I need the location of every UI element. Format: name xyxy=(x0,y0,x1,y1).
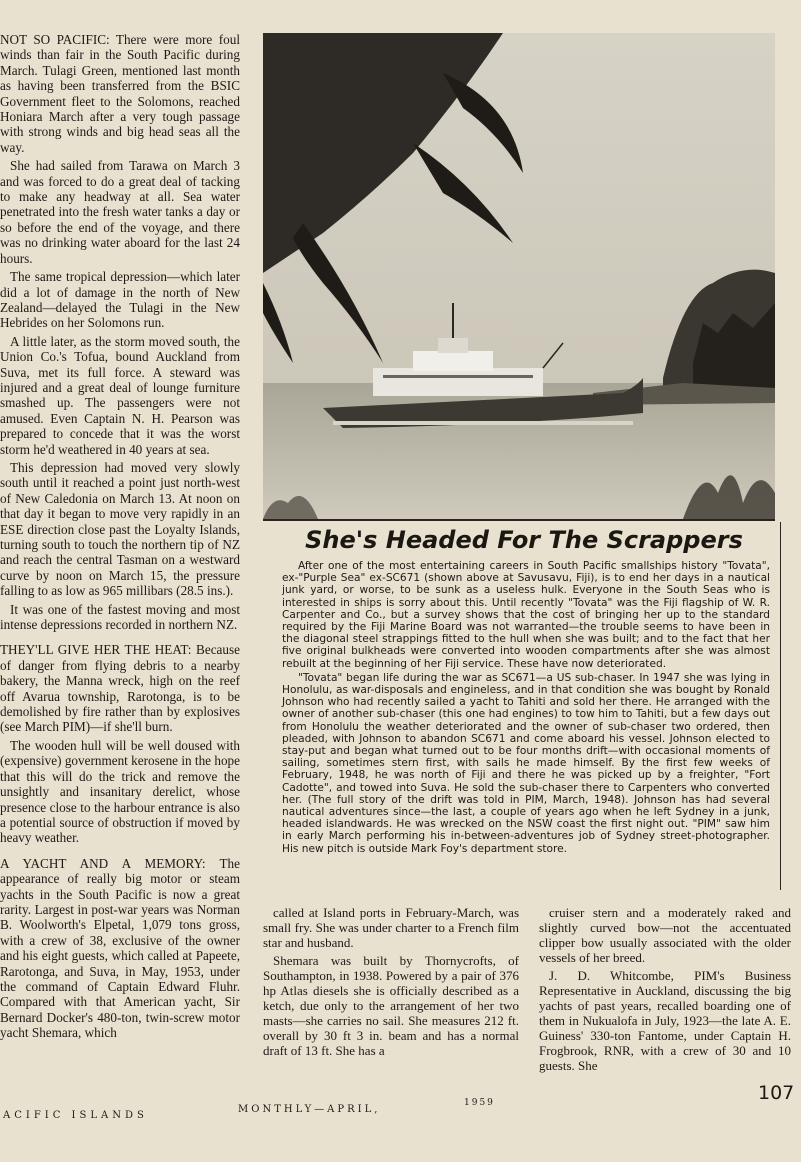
middle-bottom-column xyxy=(263,905,519,1061)
footer-issue: MONTHLY—APRIL, xyxy=(238,1104,381,1115)
right-bottom-column xyxy=(539,905,791,1076)
ship-photo xyxy=(263,33,775,521)
article-yacht-memory-p1: A YACHT AND A MEMORY: The appearance of really big motor or steam yachts in the South Pacific is now a great rarity. Largest in post-war years was Norman B. Woolworth's Elpetal, 1,079 tons gross, with a crew of 38, exclusive of the owner and his eight guests, which called at Papeete, Rarotonga, and Suva, in May, 1953, under the command of Captain Edward Fluhr. Compared with that American yacht, Sir Bernard Docker's 480-ton, twin-screw motor yacht Shemara, which xyxy=(0,855,240,1041)
shemara-paragraph-1: called at Island ports in February-March, was small fry. She was under charter to a French film star and husband. xyxy=(263,905,519,950)
article-not-so-pacific-p6: It was one of the fastest moving and most intense depressions recorded in northern NZ. xyxy=(0,601,240,633)
article-not-so-pacific-p3: The same tropical depression—which later did a lot of damage in the north of New Zealand—delayed the Tulagi in the New Hebrides on her Solomons run. xyxy=(0,269,240,331)
article-not-so-pacific-p5: This depression had moved very slowly south until it reached a point just north-west of New Caledonia on March 13. At noon on that day it began to move very rapidly in an ESE direction close past the Loyalty Islands, turning south to touch the northern tip of NZ and reach the central Tasman on a westward curve by noon on March 15, the pressure falling to as low as 965 millibars (28.5 ins.). xyxy=(0,459,240,599)
caption-paragraph-2: "Tovata" began life during the war as SC671—a US sub-chaser. In 1947 she was lying in Honolulu, as war-disposals and engineless, and in that condition she was bought by Ronald Johnson who had recently sailed a yacht to Tahiti and sold her there. He arranged with the owner of another sub-chaser (this one had engines) to tow him to Tahiti, but a few days out from Honolulu the weather deteriorated and the owner of sub-chaser two ordered, then pleaded, with Johnson to abandon SC671 and come aboard his vessel. Johnson elected to stay-put and began what turned out to be four months drift—with occasional moments of sailing, sometimes stern first, with sails he made himself. By the first few weeks of February, 1948, he was north of Fiji and there he was picked up by a freighter, "Fort Cadotte", and towed into Suva. He sold the sub-chaser there to Carpenters who converted her. (The full story of the drift was told in PIM, March, 1948). Johnson has had several nautical adventures since—the last, a couple of years ago when he left Sydney in a junk, headed islandwards. He was wrecked on the NSW coast the first night out. "PIM" saw him in early March performing his in-between-adventures job of Sydney street-photographer. His new pitch is outside Mark Foy's department store. xyxy=(282,671,770,855)
page-number: 107 xyxy=(758,1082,795,1104)
article-give-her-heat-p2: The wooden hull will be well doused with (expensive) government kerosene in the hope that this will do the trick and remove the unsightly and insanitary derelict, whose presence close to the harbour entrance is also a potential source of obstruction if moved by heavy weather. xyxy=(0,737,240,846)
article-not-so-pacific-p1: NOT SO PACIFIC: There were more foul winds than fair in the South Pacific during March. Tulagi Green, mentioned last month as having been transferred from the BSIC Government fleet to the Solomons, reached Honiara March after a very tough passage with strong winds and big head seas all the way. xyxy=(0,32,240,155)
ship-at-savusavu-image xyxy=(263,33,775,519)
shemara-paragraph-2: Shemara was built by Thornycrofts, of Southampton, in 1938. Powered by a pair of 376 hp Atlas diesels she is officially described as a ketch, due only to the arrangement of her two masts—she carries no sail. She measures 212 ft. overall by 30 ft 3 in. beam and has a normal draft of 13 ft. She has a xyxy=(263,953,519,1058)
photo-caption-box xyxy=(268,522,781,890)
caption-body xyxy=(268,560,780,855)
caption-title: She's Headed For The Scrappers xyxy=(305,526,743,554)
footer-year: 1959 xyxy=(464,1098,495,1108)
caption-paragraph-1: After one of the most entertaining careers in South Pacific smallships history "Tovata", ex-"Purple Sea" ex-SC671 (shown above at Savusavu, Fiji), is to end her days in a nautical junk yard, or worse, to be sunk as a useless hulk. Everyone in the South Seas who is interested in ships is sorry about this. Until recently "Tovata" was the Fiji flagship of W. R. Carpenter and Co., but a survey shows that the cost of bringing her up to the standard required by the Fiji Marine Board was not warranted—the trouble seems to have been in the diagonal steel strappings fitted to the hull when she was built; and to the fact that her five original bulkheads were converted into wooden compartments after she was almost rebuilt at the beginning of her Fiji service. These have now deteriorated. xyxy=(282,560,770,670)
article-not-so-pacific-p2: She had sailed from Tarawa on March 3 and was forced to do a great deal of tacking to make any headway at all. Sea water penetrated into the fresh water tanks a day or so before the end of the voyage, and there was no drinking water aboard for the last 24 hours. xyxy=(0,158,240,266)
fantome-paragraph-2: J. D. Whitcombe, PIM's Business Representative in Auckland, discussing the big yachts of past years, recalled boarding one of them in Nukualofa in July, 1923—the late A. E. Guiness' 330-ton Fantome, under Captain H. Frogbrook, RNR, with a crew of 30 and 10 guests. She xyxy=(539,968,791,1073)
left-column xyxy=(0,32,240,1044)
article-give-her-heat-p1: THEY'LL GIVE HER THE HEAT: Because of danger from flying debris to a nearby bakery, the Manna wreck, high on the reef off Avarua township, Rarotonga, is to be demolished by fire rather than by explosives (see March PIM)—if she'll burn. xyxy=(0,642,240,735)
footer-publication: ACIFIC ISLANDS xyxy=(3,1110,148,1121)
page-footer xyxy=(0,1082,801,1134)
fantome-paragraph-1: cruiser stern and a moderately raked and slightly curved bow—not the accentuated clipper bow usually associated with the older vessels of her breed. xyxy=(539,905,791,965)
article-not-so-pacific-p4: A little later, as the storm moved south, the Union Co.'s Tofua, bound Auckland from Suva, met its full force. A steward was injured and a great deal of lounge furniture smashed up. The passengers were not amused. Even Captain N. H. Pearson was prepared to concede that it was the worst storm he'd weathered in 40 years at sea. xyxy=(0,333,240,457)
